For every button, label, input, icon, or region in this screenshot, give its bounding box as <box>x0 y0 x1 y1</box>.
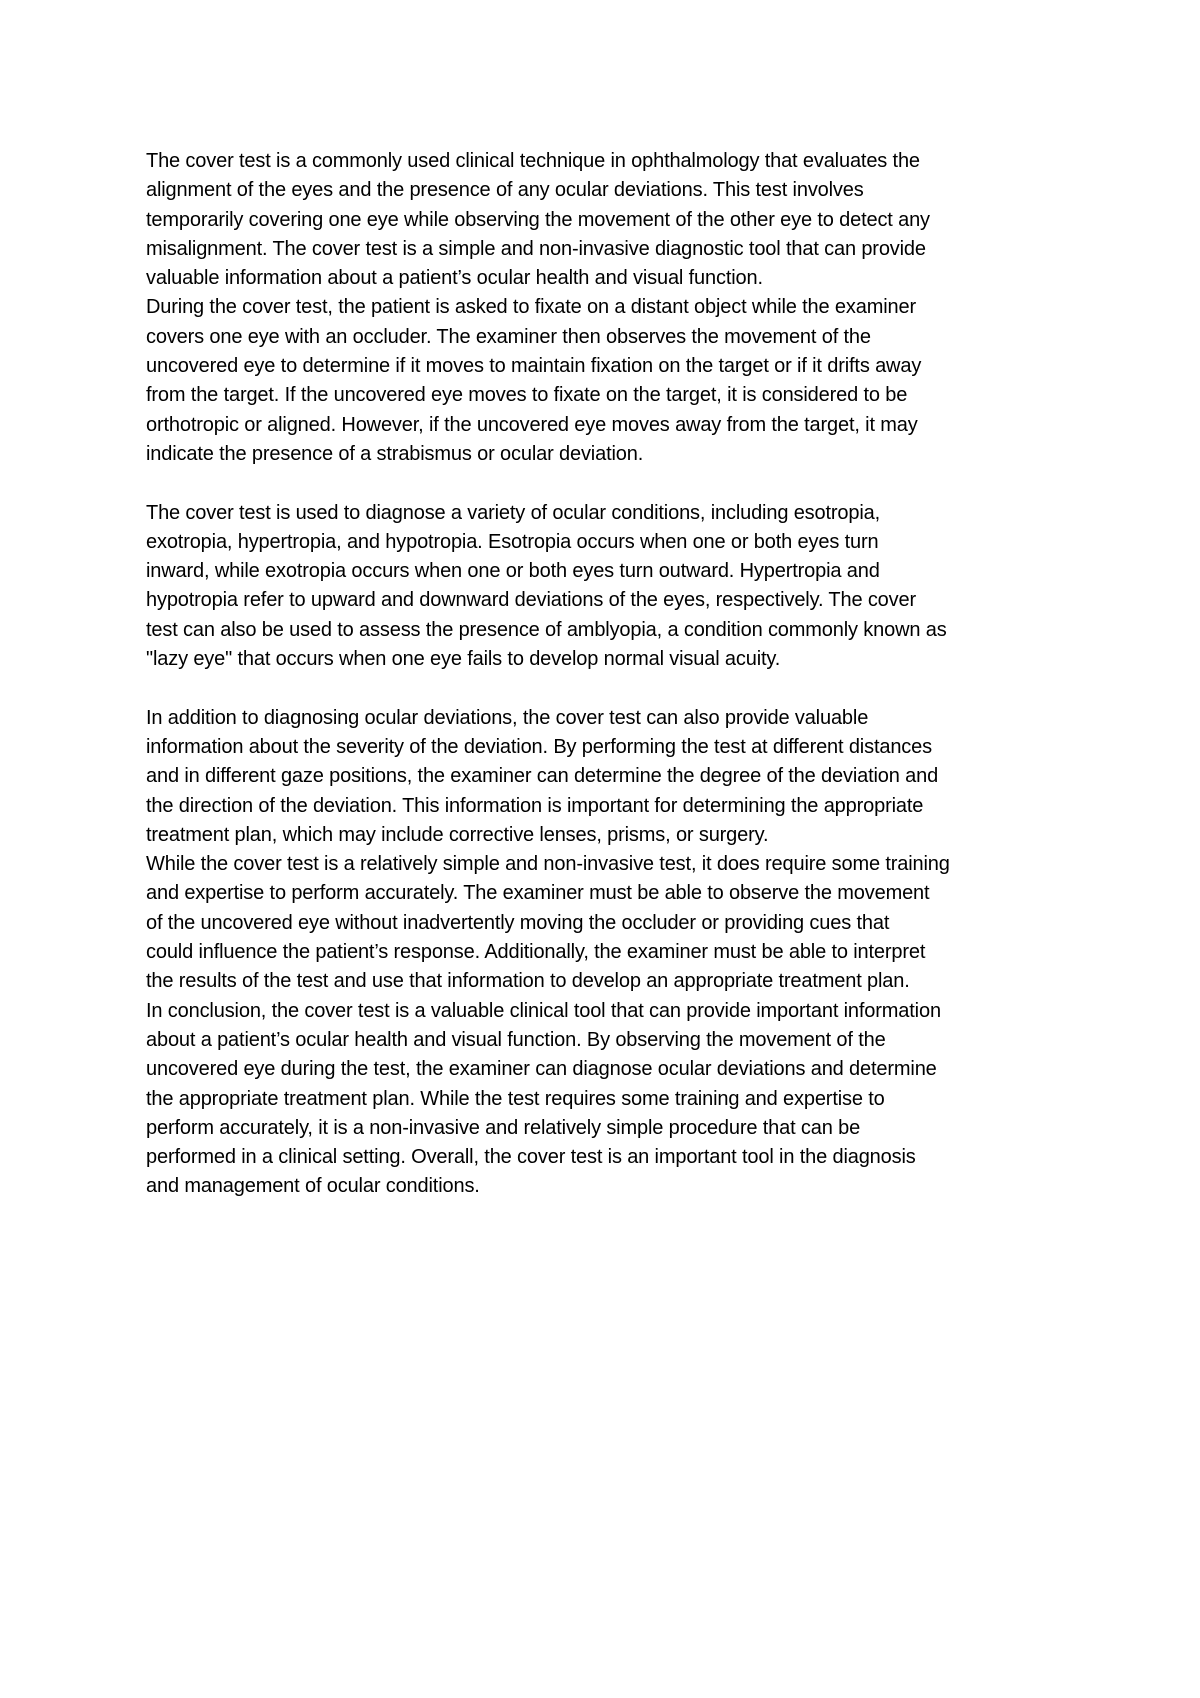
text-line: the appropriate treatment plan. While the test requires some training and expertise to <box>146 1087 885 1110</box>
paragraph-training <box>146 850 1076 996</box>
text-line: test can also be used to assess the presence of amblyopia, a condition commonly known as <box>146 618 947 641</box>
text-line: In conclusion, the cover test is a valuable clinical tool that can provide important information <box>146 999 941 1022</box>
text-line: While the cover test is a relatively simple and non-invasive test, it does require some training <box>146 853 950 876</box>
text-line: misalignment. The cover test is a simple and non-invasive diagnostic tool that can provide <box>146 237 926 260</box>
text-line: covers one eye with an occluder. The examiner then observes the movement of the <box>146 325 871 348</box>
text-line: the results of the test and use that information to develop an appropriate treatment plan. <box>146 970 910 993</box>
text-line: The cover test is a commonly used clinical technique in ophthalmology that evaluates the <box>146 150 920 172</box>
text-line: "lazy eye" that occurs when one eye fails to develop normal visual acuity. <box>146 648 781 671</box>
paragraph-severity <box>146 704 1076 850</box>
text-line: perform accurately, it is a non-invasive and relatively simple procedure that can be <box>146 1116 861 1139</box>
text-line: indicate the presence of a strabismus or ocular deviation. <box>146 442 644 465</box>
text-line: and expertise to perform accurately. The examiner must be able to observe the movement <box>146 882 930 905</box>
text-line: of the uncovered eye without inadvertently moving the occluder or providing cues that <box>146 911 890 934</box>
paragraph-procedure <box>146 293 1076 469</box>
text-line: from the target. If the uncovered eye moves to fixate on the target, it is considered to be <box>146 384 908 407</box>
text-line: inward, while exotropia occurs when one or both eyes turn outward. Hypertropia and <box>146 560 880 583</box>
paragraph-conditions <box>146 499 1076 675</box>
text-line: performed in a clinical setting. Overall, the cover test is an important tool in the diagnosis <box>146 1146 916 1169</box>
text-line: alignment of the eyes and the presence of any ocular deviations. This test involves <box>146 179 864 202</box>
paragraph-spacer <box>146 469 1076 498</box>
text-line: temporarily covering one eye while observing the movement of the other eye to detect any <box>146 208 930 231</box>
text-line: The cover test is used to diagnose a variety of ocular conditions, including esotropia, <box>146 501 881 524</box>
text-line: hypotropia refer to upward and downward deviations of the eyes, respectively. The cover <box>146 589 916 612</box>
text-line: orthotropic or aligned. However, if the uncovered eye moves away from the target, it may <box>146 413 918 436</box>
text-line: exotropia, hypertropia, and hypotropia. Esotropia occurs when one or both eyes turn <box>146 530 879 553</box>
text-line: the direction of the deviation. This information is important for determining the appropriate <box>146 794 924 817</box>
document-body <box>146 147 1076 1202</box>
text-line: In addition to diagnosing ocular deviations, the cover test can also provide valuable <box>146 706 869 729</box>
paragraph-intro <box>146 147 1076 293</box>
text-line: information about the severity of the deviation. By performing the test at different distances <box>146 735 932 758</box>
text-line: valuable information about a patient’s ocular health and visual function. <box>146 267 763 290</box>
text-line: During the cover test, the patient is asked to fixate on a distant object while the examiner <box>146 296 916 319</box>
text-line: and management of ocular conditions. <box>146 1175 480 1198</box>
paragraph-conclusion <box>146 997 1076 1202</box>
text-line: about a patient’s ocular health and visual function. By observing the movement of the <box>146 1028 886 1051</box>
text-line: uncovered eye to determine if it moves to maintain fixation on the target or if it drifts away <box>146 355 922 378</box>
text-line: uncovered eye during the test, the examiner can diagnose ocular deviations and determine <box>146 1058 937 1081</box>
text-line: could influence the patient’s response. Additionally, the examiner must be able to interpret <box>146 941 926 964</box>
text-line: treatment plan, which may include corrective lenses, prisms, or surgery. <box>146 823 769 846</box>
paragraph-spacer <box>146 674 1076 703</box>
text-line: and in different gaze positions, the examiner can determine the degree of the deviation and <box>146 765 939 788</box>
